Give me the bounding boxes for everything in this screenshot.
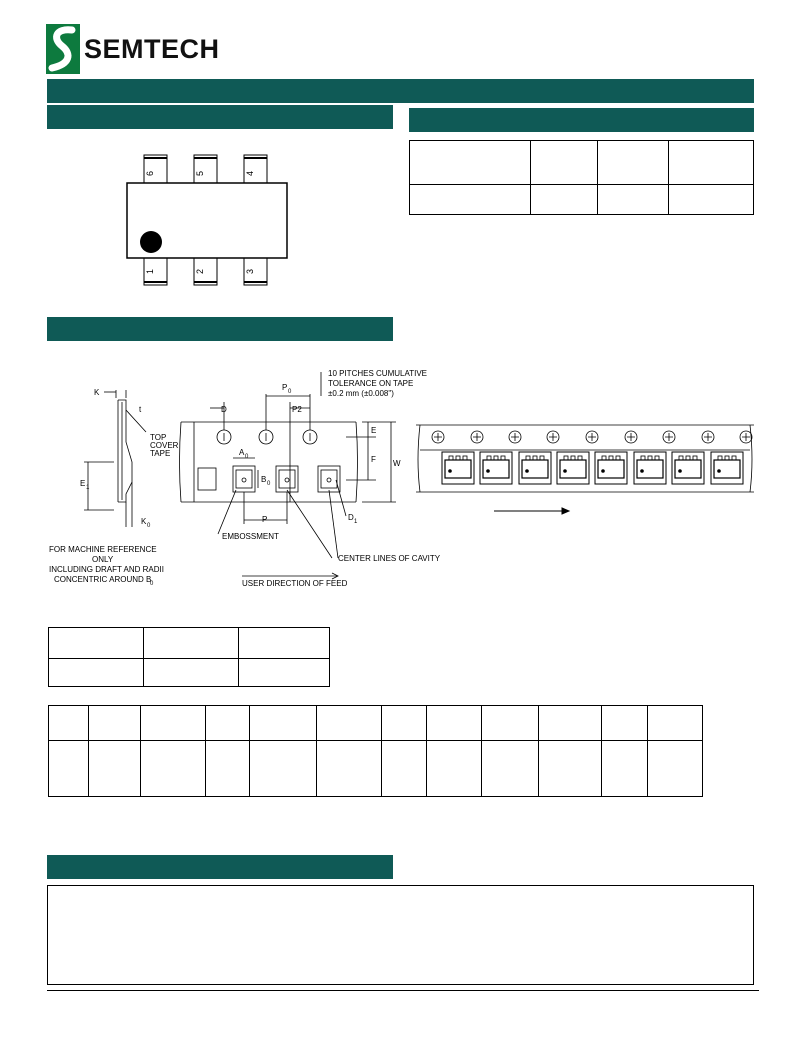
pin-number-1: 1	[145, 268, 155, 274]
table-cell	[250, 741, 317, 797]
sprocket-crosshair	[665, 433, 673, 441]
sprocket-holes	[432, 431, 752, 443]
pin-number-4: 4	[245, 170, 255, 176]
ordering-table	[409, 140, 754, 215]
table-row	[49, 628, 330, 659]
label-k: K	[94, 388, 100, 397]
table-cell	[141, 706, 206, 741]
table-cell	[89, 706, 141, 741]
semtech-logo-icon	[46, 24, 80, 74]
table-row	[410, 185, 754, 215]
table-cell	[49, 628, 144, 659]
pin1-indicator-dot	[140, 231, 162, 253]
table-cell	[49, 706, 89, 741]
top-banner	[47, 79, 754, 103]
sprocket-crosshair	[588, 433, 596, 441]
label-b0: B	[261, 475, 267, 484]
table-cell	[141, 741, 206, 797]
footer-rule	[47, 990, 759, 991]
label-p2: P2	[292, 405, 302, 414]
table-cell	[89, 741, 141, 797]
table-row	[49, 741, 703, 797]
sprocket-crosshair	[511, 433, 519, 441]
label-e: E	[371, 426, 377, 435]
sprocket-crosshair	[704, 433, 712, 441]
table-cell	[410, 185, 531, 215]
label-machine-ref-2: ONLY	[92, 555, 114, 564]
tape-pocket	[480, 452, 512, 484]
table-cell	[648, 741, 703, 797]
table-cell	[482, 706, 539, 741]
table-cell	[317, 741, 382, 797]
table-cell	[206, 706, 250, 741]
tape-pocket	[711, 452, 743, 484]
tape-dimension-diagram	[46, 362, 446, 594]
label-p0-sub: 0	[288, 389, 292, 395]
label-b0-sub: 0	[267, 481, 271, 487]
tape-pocket	[519, 452, 551, 484]
label-d: D	[221, 405, 227, 414]
label-center-lines: CENTER LINES OF CAVITY	[338, 554, 441, 563]
contact-information-heading	[47, 855, 393, 879]
label-tolerance-3: ±0.2 mm (±0.008")	[328, 389, 394, 398]
label-user-direction: USER DIRECTION OF FEED	[242, 579, 348, 588]
sprocket-crosshair	[434, 433, 442, 441]
label-top-cover-1: TOP	[150, 433, 167, 442]
label-d1: D	[348, 513, 354, 522]
sprocket-crosshair	[742, 433, 750, 441]
table-cell	[598, 141, 669, 185]
table-row	[410, 141, 754, 185]
label-a0: A	[239, 448, 245, 457]
pin-number-6: 6	[145, 170, 155, 176]
table-cell	[482, 741, 539, 797]
logo-wordmark: SEMTECH	[84, 34, 220, 64]
pin-number-5: 5	[195, 170, 205, 176]
table-cell	[239, 628, 330, 659]
label-w: W	[393, 459, 401, 468]
table-cell	[239, 659, 330, 687]
table-cell	[49, 659, 144, 687]
component-pockets	[442, 452, 743, 484]
table-cell	[648, 706, 703, 741]
table-cell	[531, 141, 598, 185]
reel-dimension-table	[48, 627, 330, 687]
table-cell	[669, 141, 754, 185]
table-cell	[539, 741, 602, 797]
label-p0: P	[282, 383, 288, 392]
table-cell	[602, 706, 648, 741]
table-row	[49, 659, 330, 687]
table-cell	[602, 741, 648, 797]
label-d1-sub: 1	[354, 519, 358, 525]
pin-number-2: 2	[195, 268, 205, 274]
table-cell	[531, 185, 598, 215]
label-t: t	[139, 405, 142, 414]
table-cell	[144, 659, 239, 687]
table-cell	[410, 141, 531, 185]
label-machine-ref-3: INCLUDING DRAFT AND RADII	[49, 565, 164, 574]
top-pins	[144, 155, 267, 185]
tape-pocket	[634, 452, 666, 484]
table-cell	[206, 741, 250, 797]
table-cell	[382, 741, 427, 797]
label-p: P	[262, 515, 268, 524]
label-tolerance-2: TOLERANCE ON TAPE	[328, 379, 414, 388]
table-cell	[669, 185, 754, 215]
tape-orientation-diagram	[412, 410, 760, 520]
label-machine-ref-1: FOR MACHINE REFERENCE	[49, 545, 157, 554]
ordering-information-heading	[409, 108, 754, 132]
label-k0-sub: 0	[147, 523, 151, 529]
label-f: F	[371, 455, 376, 464]
label-tolerance-1: 10 PITCHES CUMULATIVE	[328, 369, 427, 378]
label-top-cover-3: TAPE	[150, 449, 171, 458]
label-a0-sub: 0	[245, 454, 249, 460]
pin-configuration-heading	[47, 105, 393, 129]
table-cell	[427, 741, 482, 797]
table-cell	[539, 706, 602, 741]
contact-information-box	[47, 885, 754, 985]
label-e1: E	[80, 479, 86, 488]
table-cell	[382, 706, 427, 741]
label-top-cover-2: COVER	[150, 441, 179, 450]
table-cell	[250, 706, 317, 741]
label-embossment: EMBOSSMENT	[222, 532, 279, 541]
tape-reel-heading	[47, 317, 393, 341]
table-cell	[427, 706, 482, 741]
table-cell	[598, 185, 669, 215]
table-cell	[144, 628, 239, 659]
sprocket-crosshair	[627, 433, 635, 441]
tape-dimension-table	[48, 705, 703, 797]
tape-pocket	[557, 452, 589, 484]
tape-pocket	[595, 452, 627, 484]
company-logo	[46, 24, 286, 76]
table-row	[49, 706, 703, 741]
feed-direction-arrow	[494, 508, 569, 514]
label-machine-ref-4: CONCENTRIC AROUND B	[54, 575, 152, 584]
sprocket-crosshair	[473, 433, 481, 441]
sprocket-crosshair	[549, 433, 557, 441]
table-cell	[317, 706, 382, 741]
label-k0: K	[141, 517, 147, 526]
tape-pocket	[672, 452, 704, 484]
pin-number-3: 3	[245, 268, 255, 274]
label-e1-sub: 1	[86, 485, 90, 491]
tape-pocket	[442, 452, 474, 484]
label-machine-ref-4-sub: 0	[150, 581, 154, 587]
table-cell	[49, 741, 89, 797]
pin-configuration-diagram	[120, 150, 300, 290]
